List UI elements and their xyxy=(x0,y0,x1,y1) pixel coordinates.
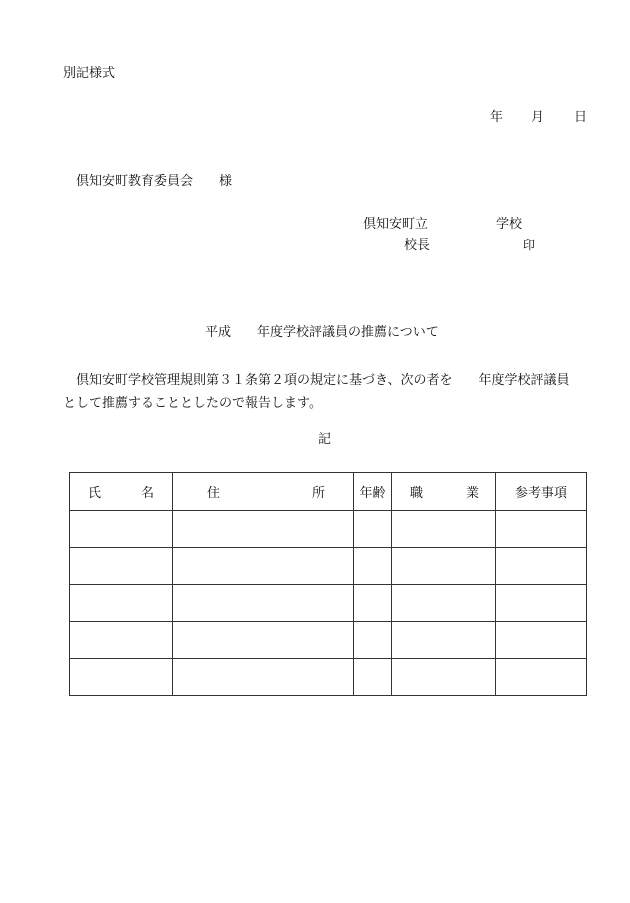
cell-address[interactable] xyxy=(173,548,354,585)
table-header-row xyxy=(70,473,587,511)
cell-name[interactable] xyxy=(70,548,173,585)
principal-label: 校長 xyxy=(404,238,431,253)
cell-age[interactable] xyxy=(354,548,392,585)
cell-name[interactable] xyxy=(70,511,173,548)
cell-name[interactable] xyxy=(70,622,173,659)
cell-age[interactable] xyxy=(354,511,392,548)
ki-heading: 記 xyxy=(318,432,332,447)
cell-age[interactable] xyxy=(354,622,392,659)
cell-occupation[interactable] xyxy=(392,511,496,548)
cell-notes[interactable] xyxy=(496,511,587,548)
seal-mark xyxy=(523,239,535,252)
cell-notes[interactable] xyxy=(496,659,587,696)
cell-occupation[interactable] xyxy=(392,548,496,585)
body-line-1: 倶知安町学校管理規則第３１条第２項の規定に基づき、次の者を 年度学校評議員 xyxy=(76,373,570,388)
table-row xyxy=(70,585,587,622)
document-title xyxy=(205,326,439,339)
cell-occupation[interactable] xyxy=(392,622,496,659)
cell-age[interactable] xyxy=(354,659,392,696)
cell-address[interactable] xyxy=(173,585,354,622)
cell-name[interactable] xyxy=(70,659,173,696)
school-suffix: 学校 xyxy=(496,217,523,232)
body-paragraph xyxy=(63,369,588,415)
header-occupation: 職 業 xyxy=(392,473,496,511)
table-row xyxy=(70,659,587,696)
header-notes: 参考事項 xyxy=(496,473,587,511)
date-year: 年 xyxy=(490,110,504,125)
date-line xyxy=(490,111,587,124)
date-month: 月 xyxy=(531,110,545,125)
header-address: 住 所 xyxy=(173,473,354,511)
cell-address[interactable] xyxy=(173,511,354,548)
nominee-table xyxy=(69,472,587,696)
cell-age[interactable] xyxy=(354,585,392,622)
cell-address[interactable] xyxy=(173,659,354,696)
cell-name[interactable] xyxy=(70,585,173,622)
seal-icon: 印 xyxy=(523,238,536,252)
addressee: 倶知安町教育委員会 様 xyxy=(76,174,233,189)
table-row xyxy=(70,511,587,548)
body-line-2: として推薦することとしたので報告します。 xyxy=(63,396,322,411)
date-day: 日 xyxy=(574,110,588,125)
table-row xyxy=(70,622,587,659)
title-rest: 年度学校評議員の推薦について xyxy=(257,325,439,340)
cell-notes[interactable] xyxy=(496,622,587,659)
title-era: 平成 xyxy=(205,325,232,340)
cell-occupation[interactable] xyxy=(392,659,496,696)
cell-address[interactable] xyxy=(173,622,354,659)
form-label: 別記様式 xyxy=(63,66,116,81)
table-row xyxy=(70,548,587,585)
header-age: 年齢 xyxy=(354,473,392,511)
cell-occupation[interactable] xyxy=(392,585,496,622)
cell-notes[interactable] xyxy=(496,548,587,585)
header-name: 氏 名 xyxy=(70,473,173,511)
cell-notes[interactable] xyxy=(496,585,587,622)
school-prefix: 倶知安町立 xyxy=(363,217,429,232)
